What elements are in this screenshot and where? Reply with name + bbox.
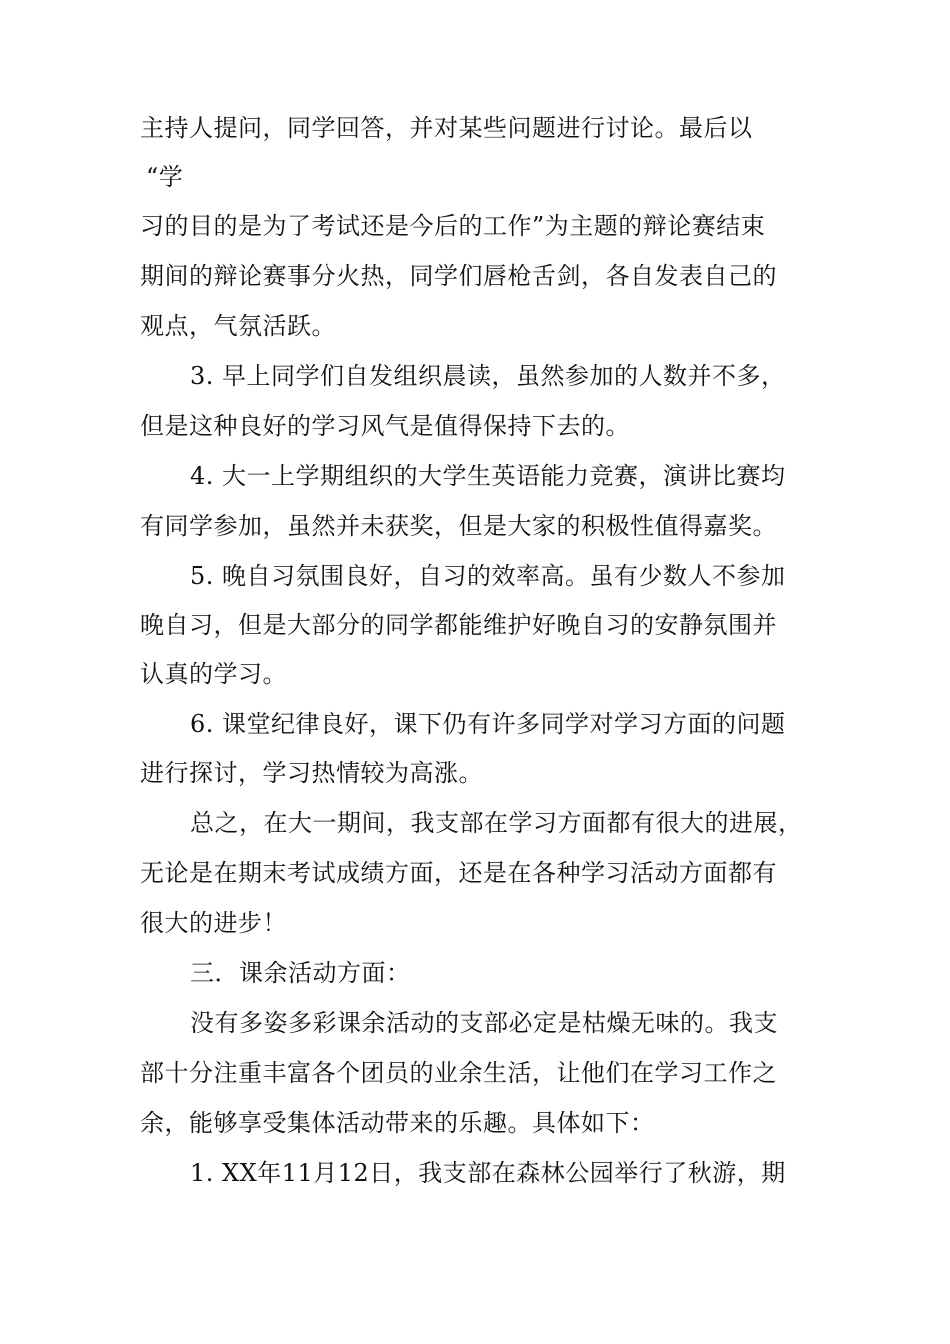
text-line: 主持人提问，同学回答，并对某些问题进行讨论。最后以 — [140, 114, 753, 142]
text-line: 有同学参加，虽然并未获奖，但是大家的积极性值得嘉奖。 — [140, 512, 777, 540]
text-line: 1. XX年11月12日，我支部在森林公园举行了秋游，期 — [190, 1159, 786, 1187]
text-line: 但是这种良好的学习风气是值得保持下去的。 — [140, 412, 630, 440]
section-heading: 三．课余活动方面： — [190, 959, 411, 987]
text-line: 期间的辩论赛事分火热，同学们唇枪舌剑，各自发表自己的 — [140, 262, 777, 290]
text-line: 晚自习，但是大部分的同学都能维护好晚自习的安静氛围并 — [140, 611, 777, 639]
text-line: 6. 课堂纪律良好，课下仍有许多同学对学习方面的问题 — [190, 710, 786, 738]
text-line: 没有多姿多彩课余活动的支部必定是枯燥无味的。我支 — [190, 1009, 778, 1037]
text-line: 进行探讨，学习热情较为高涨。 — [140, 759, 483, 787]
text-line: 总之，在大一期间，我支部在学习方面都有很大的进展， — [190, 809, 803, 837]
text-line: 4. 大一上学期组织的大学生英语能力竞赛，演讲比赛均 — [190, 462, 786, 490]
text-line: 观点，气氛活跃。 — [140, 312, 336, 340]
text-line: 习的目的是为了考试还是今后的工作”为主题的辩论赛结束 — [140, 212, 766, 240]
text-line: 无论是在期末考试成绩方面，还是在各种学习活动方面都有 — [140, 859, 777, 887]
text-line: “学 — [146, 163, 184, 191]
text-line: 部十分注重丰富各个团员的业余生活，让他们在学习工作之 — [140, 1059, 777, 1087]
text-line: 余，能够享受集体活动带来的乐趣。具体如下： — [140, 1109, 655, 1137]
text-line: 很大的进步！ — [140, 909, 287, 937]
text-line: 认真的学习。 — [140, 660, 287, 688]
text-line: 5. 晚自习氛围良好，自习的效率高。虽有少数人不参加 — [190, 562, 786, 590]
text-line: 3. 早上同学们自发组织晨读，虽然参加的人数并不多， — [190, 362, 786, 390]
